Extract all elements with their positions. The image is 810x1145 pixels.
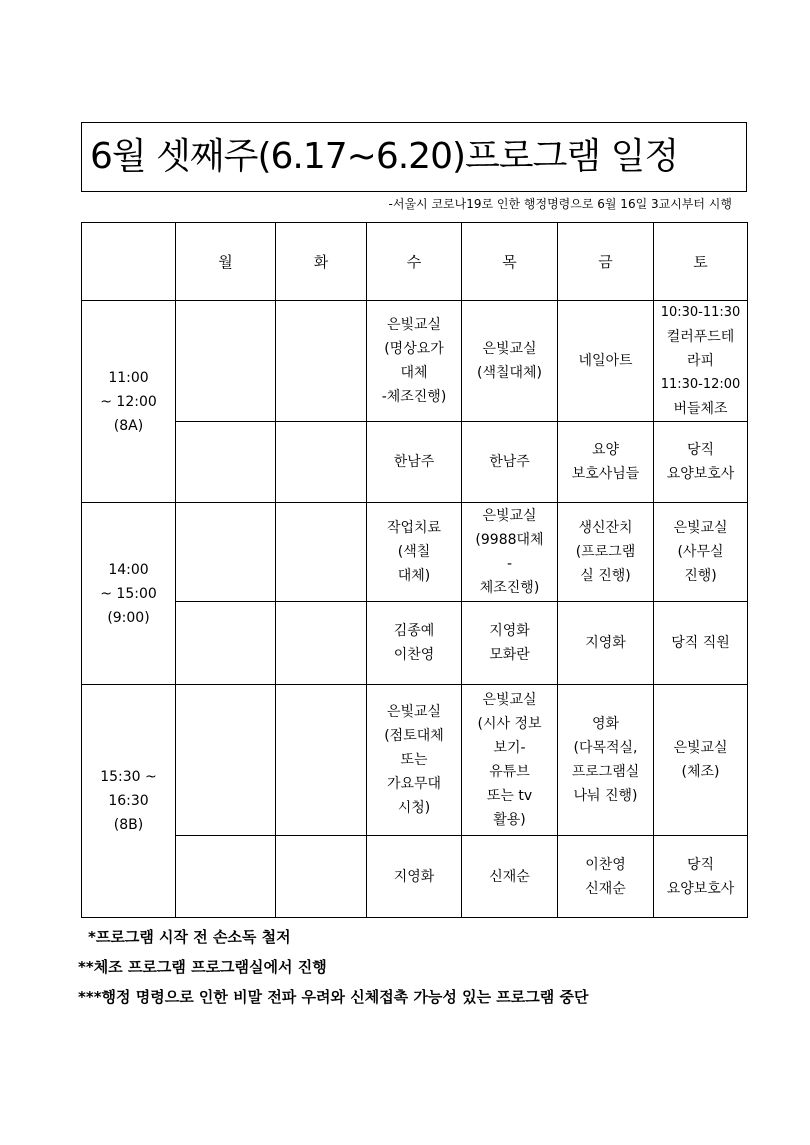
program-cell: 생신잔치 (프로그램 실 진행) (558, 503, 654, 602)
program-cell: 은빛교실 (명상요가 대체 -체조진행) (367, 301, 462, 422)
staff-cell: 지영화 (367, 836, 462, 918)
staff-cell: 요양 보호사님들 (558, 422, 654, 503)
program-name: 컬러푸드테 라피 (666, 329, 735, 369)
staff-cell: 한남주 (367, 422, 462, 503)
staff-cell: 한남주 (462, 422, 558, 503)
day-header: 수 (367, 223, 462, 301)
staff-cell: 당직 요양보호사 (654, 836, 748, 918)
time-cell: 15:30 ~ 16:30 (8B) (82, 685, 176, 918)
program-cell: 네일아트 (558, 301, 654, 422)
schedule-table (81, 222, 748, 918)
staff-cell (276, 836, 367, 918)
note-item: *프로그램 시작 전 손소독 철저 (88, 928, 291, 946)
program-cell: 은빛교실 (체조) (654, 685, 748, 836)
day-header: 목 (462, 223, 558, 301)
day-header: 월 (176, 223, 276, 301)
program-name: 버들체조 (673, 401, 728, 417)
staff-cell (176, 422, 276, 503)
table-row (82, 602, 748, 685)
staff-cell: 당직 요양보호사 (654, 422, 748, 503)
program-cell: 은빛교실 (색칠대체) (462, 301, 558, 422)
program-cell: 은빛교실 (점토대체 또는 가요무대 시청) (367, 685, 462, 836)
program-time: 11:30-12:00 (660, 377, 741, 392)
note-item: ***행정 명령으로 인한 비말 전파 우려와 신체접촉 가능성 있는 프로그램 중단 (78, 988, 589, 1006)
staff-cell: 지영화 (558, 602, 654, 685)
subtitle: -서울시 코로나19로 인한 행정명령으로 6월 16일 3교시부터 시행 (388, 197, 732, 211)
program-cell: 작업치료 (색칠 대체) (367, 503, 462, 602)
program-time: 10:30-11:30 (660, 305, 741, 320)
program-cell (176, 685, 276, 836)
table-row (82, 503, 748, 602)
program-cell (176, 301, 276, 422)
program-cell: 은빛교실 (시사 정보 보기- 유튜브 또는 tv 활용) (462, 685, 558, 836)
header-corner (82, 223, 176, 301)
program-cell (276, 503, 367, 602)
program-cell (276, 685, 367, 836)
page-title: 6월 셋째주(6.17~6.20)프로그램 일정 (90, 136, 679, 177)
staff-cell (176, 602, 276, 685)
time-cell: 14:00 ~ 15:00 (9:00) (82, 503, 176, 685)
notes (78, 922, 778, 1012)
note-item: **체조 프로그램 프로그램실에서 진행 (78, 958, 327, 976)
program-cell: 은빛교실 (사무실 진행) (654, 503, 748, 602)
table-row (82, 836, 748, 918)
time-cell: 11:00 ~ 12:00 (8A) (82, 301, 176, 503)
title-box (81, 122, 747, 192)
table-row (82, 422, 748, 503)
staff-cell: 이찬영 신재순 (558, 836, 654, 918)
staff-cell (176, 836, 276, 918)
program-cell (276, 301, 367, 422)
table-row (82, 685, 748, 836)
header-row (82, 223, 748, 301)
program-cell (654, 301, 748, 422)
staff-cell (276, 422, 367, 503)
table-row (82, 301, 748, 422)
staff-cell: 김종예 이찬영 (367, 602, 462, 685)
program-cell (176, 503, 276, 602)
staff-cell: 지영화 모화란 (462, 602, 558, 685)
day-header: 금 (558, 223, 654, 301)
staff-cell: 당직 직원 (654, 602, 748, 685)
day-header: 화 (276, 223, 367, 301)
staff-cell (276, 602, 367, 685)
program-cell: 영화 (다목적실, 프로그램실 나눠 진행) (558, 685, 654, 836)
staff-cell: 신재순 (462, 836, 558, 918)
day-header: 토 (654, 223, 748, 301)
program-cell: 은빛교실 (9988대체 - 체조진행) (462, 503, 558, 602)
